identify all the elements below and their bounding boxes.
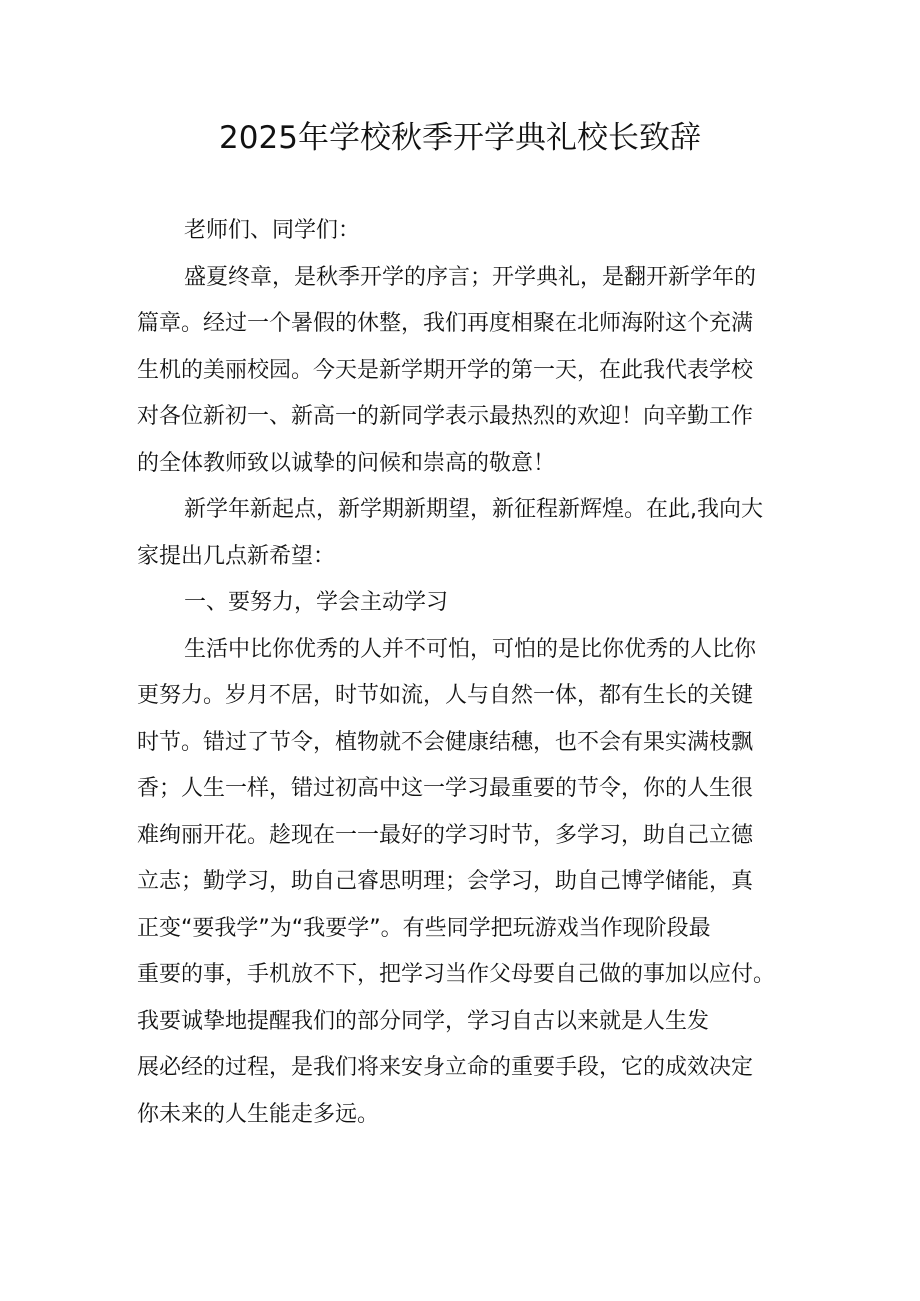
text-line: 家提出几点新希望： (137, 543, 336, 569)
text-line: 时节。错过了节令，植物就不会健康结穗，也不会有果实满枝飘 (137, 729, 754, 755)
text-line: 老师们、同学们： (184, 218, 361, 243)
text-line: 香；人生一样，错过初高中这一学习最重要的节令，你的人生很 (137, 776, 754, 801)
document-body (137, 208, 797, 1138)
text-line: 盛夏终章，是秋季开学的序言；开学典礼，是翻开新学年的 (184, 264, 757, 290)
text-line: 生机的美丽校园。今天是新学期开学的第一天，在此我代表学校 (137, 357, 754, 383)
text-line: 的全体教师致以诚挚的问候和崇高的敬意！ (137, 450, 556, 476)
text-line: 我要诚挚地提醒我们的部分同学，学习自古以来就是人生发 (137, 1008, 710, 1034)
text-line: 更努力。岁月不居，时节如流，人与自然一体，都有生长的关键 (137, 683, 754, 708)
text-line: 新学年新起点，新学期新期望，新征程新辉煌。在此,我向大 (184, 497, 763, 522)
text-line: 展必经的过程，是我们将来安身立命的重要手段，它的成效决定 (137, 1055, 754, 1080)
text-line: 篇章。经过一个暑假的休整，我们再度相聚在北师海附这个充满 (137, 311, 754, 336)
text-line: 对各位新初一、新高一的新同学表示最热烈的欢迎！向辛勤工作 (137, 404, 754, 429)
section-heading: 一、要努力，学会主动学习 (184, 590, 449, 615)
text-line: 重要的事，手机放不下，把学习当作父母要自己做的事加以应付。 (137, 962, 776, 987)
text-line: 生活中比你优秀的人并不可怕，可怕的是比你优秀的人比你 (184, 636, 757, 662)
text-line: 你未来的人生能走多远。 (137, 1101, 380, 1127)
text-line: 难绚丽开花。趁现在一一最好的学习时节，多学习，助自己立德 (137, 822, 754, 848)
text-line: 立志；勤学习，助自己睿思明理；会学习，助自己博学储能，真 (137, 869, 754, 894)
text-line: 正变“要我学”为“我要学”。有些同学把玩游戏当作现阶段最 (137, 915, 711, 941)
document-title: 2025年学校秋季开学典礼校长致辞 (219, 120, 701, 156)
